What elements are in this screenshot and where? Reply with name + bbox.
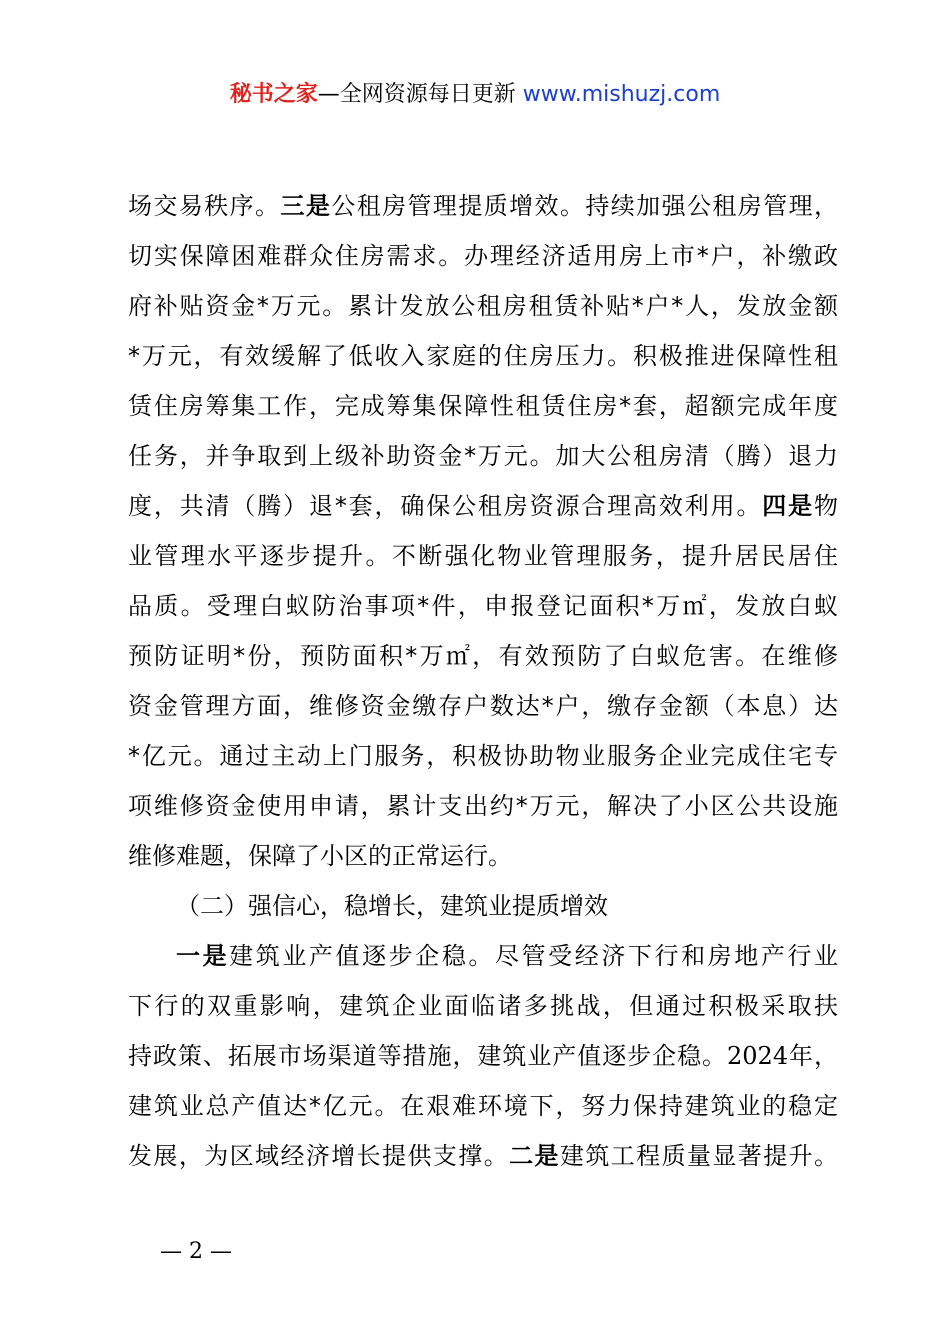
text-line: 下行的双重影响，建筑企业面临诸多挑战，但通过积极采取扶 (128, 992, 838, 1020)
document-body (128, 181, 838, 1181)
year-value: 2024 (727, 1042, 789, 1070)
text-line: 赁住房筹集工作，完成筹集保障性租赁住房*套，超额完成年度 (128, 392, 838, 420)
site-tagline: —全网资源每日更新 (317, 82, 516, 107)
text-line: *亿元。通过主动上门服务，积极协助物业服务企业完成住宅专 (128, 742, 838, 770)
text-line: 品质。受理白蚁防治事项*件，申报登记面积*万㎡，发放白蚁 (128, 592, 838, 620)
page-number: — 2 — (160, 1239, 232, 1264)
text-line: 建筑业总产值达*亿元。在艰难环境下，努力保持建筑业的稳定 (128, 1092, 838, 1120)
text-line: 业管理水平逐步提升。不断强化物业管理服务，提升居民居住 (128, 542, 838, 570)
emphasis-san-shi: 三是 (280, 192, 332, 220)
site-brand: 秘书之家 (229, 82, 318, 107)
text-line: 一是建筑业产值逐步企稳。尽管受经济下行和房地产行业 (176, 942, 839, 970)
site-header (0, 78, 950, 112)
text-line: 任务，并争取到上级补助资金*万元。加大公租房清（腾）退力 (128, 442, 838, 470)
text-line: 切实保障困难群众住房需求。办理经济适用房上市*户，补缴政 (128, 242, 838, 270)
text-line: 项维修资金使用申请，累计支出约*万元，解决了小区公共设施 (128, 792, 838, 820)
section-heading: （二）强信心，稳增长，建筑业提质增效 (176, 892, 608, 920)
site-url-link[interactable]: www.mishuzj.com (522, 82, 721, 107)
text-line: 府补贴资金*万元。累计发放公租房租赁补贴*户*人，发放金额 (128, 292, 838, 320)
text-line: 场交易秩序。三是公租房管理提质增效。持续加强公租房管理， (128, 192, 839, 220)
text-line: 资金管理方面，维修资金缴存户数达*户，缴存金额（本息）达 (128, 692, 838, 720)
text-line: 维修难题，保障了小区的正常运行。 (128, 842, 512, 870)
text-line: 度，共清（腾）退*套，确保公租房资源合理高效利用。四是物 (128, 492, 839, 520)
text-line: 持政策、拓展市场渠道等措施，建筑业产值逐步企稳。2024年， (128, 1042, 839, 1070)
text-line: 预防证明*份，预防面积*万㎡，有效预防了白蚁危害。在维修 (128, 642, 838, 670)
emphasis-er-shi: 二是 (509, 1142, 560, 1170)
text-line: 发展，为区域经济增长提供支撑。二是建筑工程质量显著提升。 (128, 1142, 839, 1170)
emphasis-si-shi: 四是 (762, 492, 815, 520)
text-line: *万元，有效缓解了低收入家庭的住房压力。积极推进保障性租 (128, 342, 838, 370)
emphasis-yi-shi: 一是 (176, 942, 230, 970)
